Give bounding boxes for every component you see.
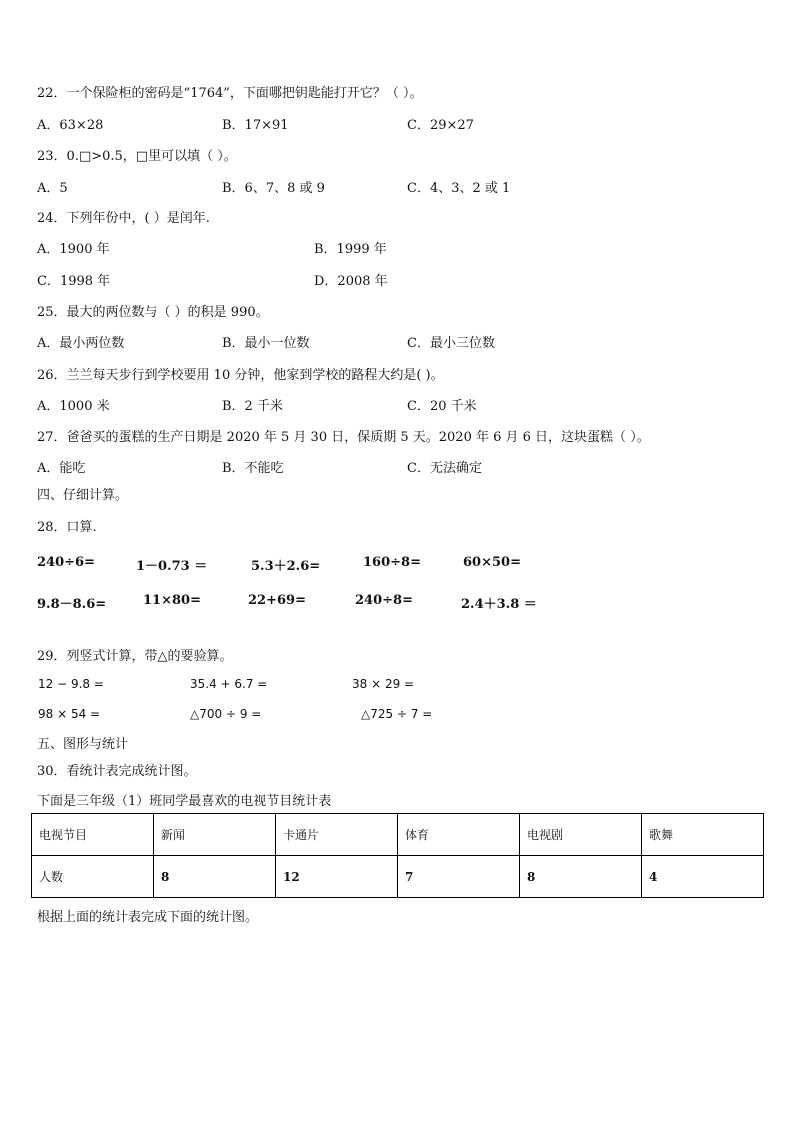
table-footer-note: 根据上面的统计表完成下面的统计图。 (37, 910, 259, 925)
vertical-calc-item: 35.4 + 6.7 = (190, 677, 268, 691)
question-23-option-b: B．6、7、8 或 9 (222, 181, 325, 196)
question-24-option-a: A．1900 年 (37, 242, 110, 257)
mental-calc-item: 2.4＋3.8 ＝ (461, 597, 537, 612)
vertical-calc-item: 38 × 29 = (352, 677, 415, 691)
mental-calc-item: 9.8－8.6= (37, 597, 107, 612)
mental-calc-item: 240÷6= (37, 555, 95, 570)
question-22-option-c: C．29×27 (407, 118, 474, 133)
mental-calc-item: 1－0.73 ＝ (136, 559, 208, 574)
question-23-stem: 23．0.□>0.5，□里可以填（ ）。 (37, 149, 237, 164)
table-cell: 电视剧 (520, 814, 642, 856)
vertical-calc-item: △700 ÷ 9 = (190, 707, 262, 721)
table-cell: 4 (642, 856, 764, 898)
question-25-option-b: B．最小一位数 (222, 336, 310, 351)
question-25-stem: 25．最大的两位数与（ ）的积是 990。 (37, 305, 269, 320)
question-24-option-d: D．2008 年 (314, 274, 388, 289)
mental-calc-item: 240÷8= (355, 593, 413, 608)
question-22-stem: 22．一个保险柜的密码是“1764”，下面哪把钥匙能打开它？（ ）。 (37, 86, 423, 101)
mental-calc-item: 5.3＋2.6= (251, 559, 321, 574)
question-26-option-b: B．2 千米 (222, 399, 283, 414)
section-4-heading: 四、仔细计算。 (37, 488, 129, 503)
section-5-heading: 五、图形与统计 (37, 737, 129, 752)
mental-calc-item: 60×50= (463, 555, 521, 570)
table-cell: 卡通片 (276, 814, 398, 856)
mental-calc-item: 160÷8= (363, 555, 421, 570)
question-23-option-a: A．5 (37, 181, 68, 196)
question-30-stem: 30．看统计表完成统计图。 (37, 764, 197, 779)
vertical-calc-item: △725 ÷ 7 = (361, 707, 433, 721)
table-cell: 12 (276, 856, 398, 898)
question-22-option-b: B．17×91 (222, 118, 289, 133)
table-cell: 7 (398, 856, 520, 898)
question-27-stem: 27．爸爸买的蛋糕的生产日期是 2020 年 5 月 30 日，保质期 5 天。2020 年 6 月 6 日，这块蛋糕（ ）。 (37, 430, 650, 445)
table-row (32, 856, 764, 898)
table-title: 下面是三年级（1）班同学最喜欢的电视节目统计表 (37, 794, 332, 809)
question-28-stem: 28．口算. (37, 520, 97, 535)
question-26-stem: 26．兰兰每天步行到学校要用 10 分钟，他家到学校的路程大约是( )。 (37, 368, 444, 383)
question-29-stem: 29．列竖式计算，带△的要验算。 (37, 649, 233, 664)
table-cell: 8 (520, 856, 642, 898)
question-27-option-b: B．不能吃 (222, 461, 284, 476)
question-25-option-a: A．最小两位数 (37, 336, 125, 351)
table-cell: 新闻 (154, 814, 276, 856)
question-27-option-c: C．无法确定 (407, 461, 482, 476)
question-24-stem: 24．下列年份中，( ）是闰年. (37, 211, 210, 226)
question-22-option-a: A．63×28 (37, 118, 104, 133)
table-cell: 人数 (32, 856, 154, 898)
question-26-option-c: C．20 千米 (407, 399, 477, 414)
vertical-calc-item: 98 × 54 = (38, 707, 101, 721)
tv-program-stats-table (31, 813, 764, 898)
vertical-calc-item: 12 − 9.8 = (38, 677, 104, 691)
table-cell: 电视节目 (32, 814, 154, 856)
table-header-row (32, 814, 764, 856)
table-cell: 体育 (398, 814, 520, 856)
table-cell: 歌舞 (642, 814, 764, 856)
question-25-option-c: C．最小三位数 (407, 336, 495, 351)
question-26-option-a: A．1000 米 (37, 399, 110, 414)
question-23-option-c: C．4、3、2 或 1 (407, 181, 511, 196)
mental-calc-item: 11×80= (143, 593, 201, 608)
question-27-option-a: A．能吃 (37, 461, 86, 476)
question-24-option-b: B．1999 年 (314, 242, 387, 257)
table-cell: 8 (154, 856, 276, 898)
question-24-option-c: C．1998 年 (37, 274, 111, 289)
mental-calc-item: 22+69= (248, 593, 306, 608)
